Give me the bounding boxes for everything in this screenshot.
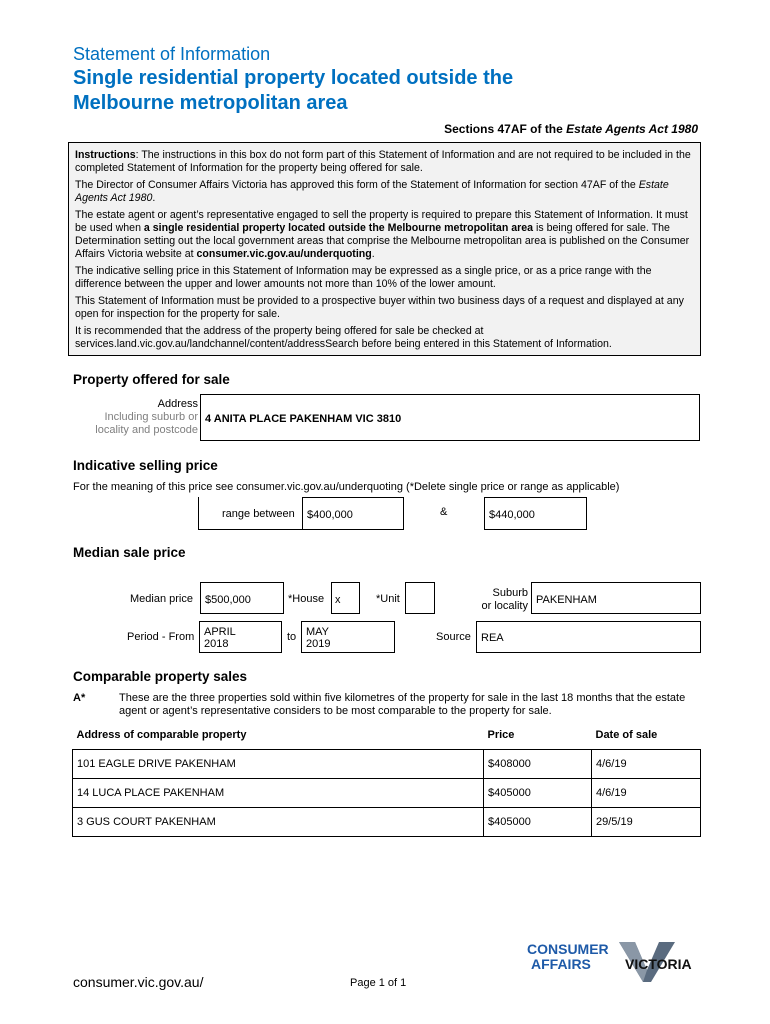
period-to-year: 2019 [306, 638, 331, 650]
instructions-p2-act: Estate Agents Act 1980 [75, 179, 669, 204]
indicative-heading: Indicative selling price [73, 458, 218, 473]
median-heading: Median sale price [73, 545, 186, 560]
period-from-field[interactable] [199, 621, 282, 653]
source-label: Source [436, 631, 471, 643]
period-to-field[interactable] [301, 621, 395, 653]
instructions-p2 [75, 179, 694, 205]
suburb-value: PAKENHAM [536, 594, 597, 606]
instructions-p6: It is recommended that the address of the property being offered for sale be checked at services.land.vic.gov.au/landchannel/content/addressSearch before being entered in this Statement of Information. [75, 325, 612, 350]
comparable-heading: Comparable property sales [73, 669, 248, 684]
logo-line-2a: AFFAIRS [531, 956, 591, 972]
instructions-label: Instructions [75, 149, 136, 161]
suburb-label-line1: Suburb [492, 587, 528, 599]
range-low-field[interactable] [302, 497, 404, 530]
sections-reference [444, 122, 698, 136]
period-to-month: MAY [306, 626, 330, 638]
table-row [73, 779, 701, 808]
instructions-p3 [75, 209, 694, 261]
suburb-field[interactable] [531, 582, 701, 614]
instructions-p4: The indicative selling price in this Statement of Information may be expressed as a single price, or as a price range with the difference between the upper and lower amounts not more than 10% of the lower amount. [75, 265, 652, 290]
house-checkbox-value: x [335, 594, 341, 606]
house-checkbox[interactable] [331, 582, 360, 614]
row-date[interactable]: 4/6/19 [592, 750, 701, 779]
row-address[interactable]: 101 EAGLE DRIVE PAKENHAM [73, 750, 484, 779]
range-low-value: $400,000 [307, 509, 353, 521]
suburb-label [470, 587, 528, 613]
period-label: Period - From [127, 631, 195, 643]
address-label-main: Address [157, 398, 198, 410]
median-price-field[interactable] [200, 582, 284, 614]
instructions-p2-text: The Director of Consumer Affairs Victoria has approved this form of the Statement of Information for section 47AF of the [75, 179, 639, 191]
address-field[interactable] [200, 394, 700, 441]
suburb-label-line2: or locality [481, 600, 528, 612]
address-label-sub2: locality and postcode [95, 424, 198, 436]
address-value: 4 ANITA PLACE PAKENHAM VIC 3810 [205, 413, 402, 425]
page-number: Page 1 of 1 [350, 977, 407, 989]
period-to-value [306, 626, 330, 650]
source-field[interactable] [476, 621, 701, 653]
address-label-sub1: Including suburb or [104, 411, 198, 423]
comparable-table-header [73, 721, 701, 750]
logo-line-1: CONSUMER [527, 941, 609, 957]
unit-checkbox[interactable] [405, 582, 435, 614]
instructions-p3-b: is being offered for sale. The Determination setting out the local government areas that comprise the Melbourne metropolitan area is published on the Consumer Affairs Victoria website at [75, 222, 690, 260]
median-price-value: $500,000 [205, 594, 251, 606]
row-date[interactable]: 4/6/19 [592, 779, 701, 808]
period-from-year: 2018 [204, 638, 229, 650]
range-label: range between [222, 508, 295, 520]
col-price-header: Price [487, 729, 515, 741]
form-label: Statement of Information [73, 44, 271, 64]
indicative-note: For the meaning of this price see consumer.vic.gov.au/underquoting (*Delete single price or range as applicable) [73, 481, 620, 493]
house-label: *House [288, 593, 325, 605]
row-date[interactable]: 29/5/19 [592, 808, 701, 837]
unit-label: *Unit [376, 593, 400, 605]
range-high-field[interactable] [484, 497, 587, 530]
instructions-p3-bold: a single residential property located outside the Melbourne metropolitan area [143, 222, 534, 234]
row-address[interactable]: 14 LUCA PLACE PAKENHAM [73, 779, 484, 808]
footer-url[interactable]: consumer.vic.gov.au/ [73, 974, 204, 990]
median-price-label: Median price [130, 593, 193, 605]
logo-line-2b: VICTORIA [625, 956, 692, 972]
row-price[interactable]: $405000 [484, 808, 592, 837]
row-address[interactable]: 3 GUS COURT PAKENHAM [73, 808, 484, 837]
property-heading: Property offered for sale [73, 372, 230, 387]
instructions-p5: This Statement of Information must be provided to a prospective buyer within two business days of a request and displayed at any open for inspection for the property for sale. [75, 295, 684, 320]
period-from-month: APRIL [204, 626, 236, 638]
period-from-value [204, 626, 236, 650]
row-price[interactable]: $405000 [484, 779, 592, 808]
sections-prefix: Sections 47AF of the [444, 122, 567, 136]
address-label [78, 398, 198, 437]
instructions-p1-text: : The instructions in this box do not form part of this Statement of Information and are not required to be included in the completed Statement of Information for the property being offered for sale. [75, 149, 691, 174]
period-to-label: to [287, 631, 297, 643]
comparable-marker: A* [73, 692, 86, 704]
page-title [73, 66, 693, 116]
table-row [73, 808, 701, 837]
instructions-p2-end: . [152, 192, 156, 204]
row-price[interactable]: $408000 [484, 750, 592, 779]
instructions-p3-end: . [371, 248, 375, 260]
instructions-p3-a: The estate agent or agent’s representative engaged to sell the property is required to prepare this Statement of Information. It must be used when [75, 209, 688, 234]
instructions-p1 [75, 149, 694, 175]
consumer-affairs-victoria-logo [527, 940, 702, 984]
col-address-header: Address of comparable property [76, 729, 247, 741]
instructions-p3-link[interactable]: consumer.vic.gov.au/underquoting [196, 248, 372, 260]
title-line-1: Single residential property located outside the [73, 67, 514, 89]
col-date-header: Date of sale [595, 729, 658, 741]
source-value: REA [481, 632, 504, 644]
table-row [73, 750, 701, 779]
range-high-value: $440,000 [489, 509, 535, 521]
sections-act: Estate Agents Act 1980 [566, 122, 698, 136]
instructions-box [68, 142, 701, 356]
comparable-description: These are the three properties sold within five kilometres of the property for sale in the last 18 months that the estate agent or agent’s representative considers to be most comparable to the property for sale. [119, 692, 686, 717]
comparable-table [72, 721, 701, 837]
range-ampersand: & [440, 506, 448, 518]
title-line-2: Melbourne metropolitan area [73, 92, 348, 114]
